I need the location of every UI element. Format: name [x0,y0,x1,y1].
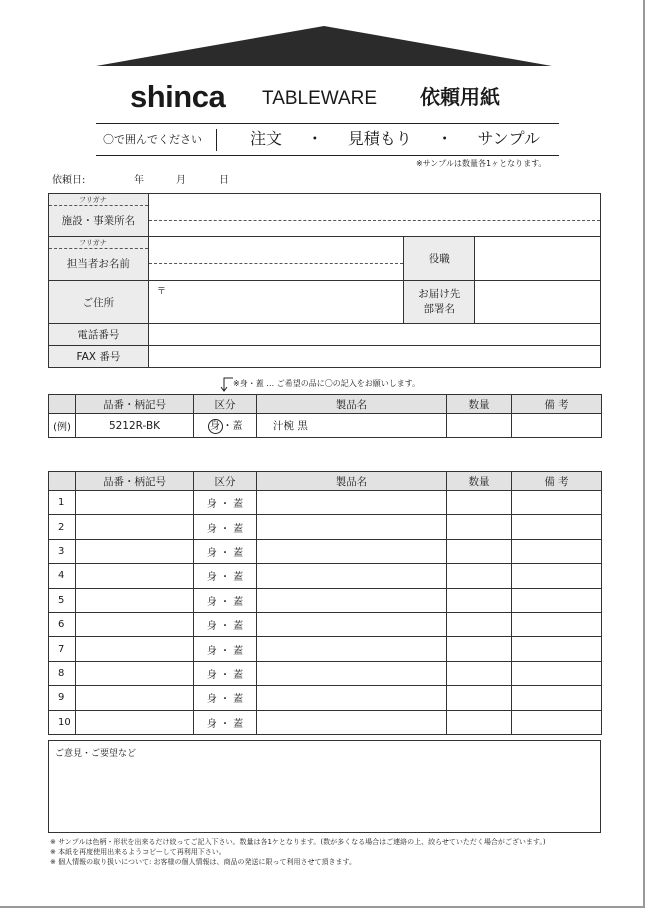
contact-label: 担当者お名前 [66,257,130,270]
order-table [48,471,602,735]
table-row [49,539,602,563]
row-number: 9 [49,686,76,710]
month-field[interactable]: 月 [176,175,186,186]
category-note-text: ※身・蓋 … ご希望の品に〇の記入をお願いします。 [233,379,421,388]
code-cell[interactable] [76,661,194,685]
remarks-cell[interactable] [512,564,602,588]
remarks-cell[interactable] [512,710,602,734]
table-row [49,515,602,539]
facility-field[interactable] [148,194,600,237]
code-cell[interactable] [76,588,194,612]
address-label: ご住所 [49,281,149,324]
remarks-cell[interactable] [512,612,602,636]
example-remarks [512,414,602,438]
table-row [49,564,602,588]
category-cell[interactable]: 身 ・ 蓋 [194,564,257,588]
row-number: 2 [49,515,76,539]
brand-subtitle: TABLEWARE [262,88,378,109]
qty-cell[interactable] [447,491,512,515]
category-cell[interactable]: 身 ・ 蓋 [194,515,257,539]
year-field[interactable]: 年 [134,175,144,186]
remarks-cell[interactable] [512,588,602,612]
product-cell[interactable] [257,612,447,636]
code-cell[interactable] [76,564,194,588]
qty-cell[interactable] [447,515,512,539]
category-cell[interactable]: 身 ・ 蓋 [194,612,257,636]
footnote: ※ 個人情報の取り扱いについて: お客様の個人情報は、商品の発送に限って利用させて頂きます。 [50,858,356,866]
example-lid: ・蓋 [222,421,243,433]
facility-label-cell [49,194,149,237]
category-cell[interactable]: 身 ・ 蓋 [194,491,257,515]
contact-name-field[interactable] [148,237,404,281]
table-row [49,491,602,515]
table-row [49,661,602,685]
row-number: 5 [49,588,76,612]
date-label: 依頼日: [52,175,86,186]
product-cell[interactable] [257,564,447,588]
category-cell[interactable]: 身 ・ 蓋 [194,588,257,612]
position-field[interactable] [475,237,601,281]
category-cell[interactable]: 身 ・ 蓋 [194,637,257,661]
form-title: 依頼用紙 [420,85,500,109]
header-remarks: 備 考 [512,395,602,414]
category-cell[interactable]: 身 ・ 蓋 [194,539,257,563]
header-code: 品番・柄記号 [76,395,194,414]
row-number: 4 [49,564,76,588]
code-cell[interactable] [76,710,194,734]
furigana-label: フリガナ [49,195,148,206]
qty-cell[interactable] [447,564,512,588]
row-number: 6 [49,612,76,636]
header-product: 製品名 [257,395,447,414]
postal-mark: 〒 [156,287,166,297]
code-cell[interactable] [76,612,194,636]
product-cell[interactable] [257,539,447,563]
contact-label-cell [49,237,149,281]
facility-label: 施設・事業所名 [61,214,136,227]
header-product: 製品名 [257,472,447,491]
table-row [49,612,602,636]
product-cell[interactable] [257,661,447,685]
comments-box[interactable] [48,740,601,833]
table-row [49,588,602,612]
example-category [194,414,257,438]
phone-field[interactable] [148,324,600,346]
fax-label: FAX 番号 [49,346,149,368]
example-code: 5212R-BK [76,414,194,438]
example-label: (例) [49,414,76,438]
customer-info-table [48,193,601,368]
qty-cell[interactable] [447,588,512,612]
code-cell[interactable] [76,491,194,515]
delivery-dept-field[interactable] [475,281,601,324]
sample-note: ※サンプルは数量各1ヶとなります。 [416,159,547,168]
fax-field[interactable] [148,346,600,368]
option-separator: ・ [306,129,323,148]
example-qty [447,414,512,438]
day-field[interactable]: 日 [219,175,229,186]
row-number: 10 [49,710,76,734]
header-blank [49,472,76,491]
furigana-label: フリガナ [49,238,148,249]
category-cell[interactable]: 身 ・ 蓋 [194,661,257,685]
row-number: 7 [49,637,76,661]
header-rule-top [96,123,559,124]
code-cell[interactable] [76,686,194,710]
header-rule-bottom [96,155,559,156]
footnote: ※ 本紙を再度使用出来るようコピーして再利用下さい。 [50,848,226,856]
header-category: 区分 [194,472,257,491]
product-cell[interactable] [257,686,447,710]
arrow-down-icon [220,377,234,392]
circle-instruction: 〇で囲んでください [103,133,202,146]
category-cell[interactable]: 身 ・ 蓋 [194,710,257,734]
qty-cell[interactable] [447,710,512,734]
circled-body: 身 [208,419,223,434]
example-product: 汁椀 黒 [257,414,447,438]
table-row [49,686,602,710]
code-cell[interactable] [76,637,194,661]
table-row [49,637,602,661]
header-divider [216,129,217,151]
option-sample[interactable]: サンプル [477,129,540,148]
code-cell[interactable] [76,539,194,563]
product-cell[interactable] [257,515,447,539]
product-cell[interactable] [257,491,447,515]
address-field[interactable] [148,281,404,324]
brand-logo: shinca [130,79,226,114]
qty-cell[interactable] [447,637,512,661]
option-separator: ・ [436,129,453,148]
header-code: 品番・柄記号 [76,472,194,491]
row-number: 1 [49,491,76,515]
header-qty: 数量 [447,395,512,414]
remarks-cell[interactable] [512,515,602,539]
qty-cell[interactable] [447,686,512,710]
remarks-cell[interactable] [512,686,602,710]
comments-label: ご意見・ご要望など [55,749,137,759]
position-label: 役職 [404,237,475,281]
row-number: 8 [49,661,76,685]
option-order[interactable]: 注文 [250,129,283,148]
product-cell[interactable] [257,588,447,612]
category-cell[interactable]: 身 ・ 蓋 [194,686,257,710]
table-row [49,710,602,734]
header-qty: 数量 [447,472,512,491]
header-remarks: 備 考 [512,472,602,491]
header-category: 区分 [194,395,257,414]
remarks-cell[interactable] [512,661,602,685]
delivery-dept-label: お届け先 部署名 [404,281,475,324]
option-estimate[interactable]: 見積もり [347,129,412,148]
remarks-cell[interactable] [512,539,602,563]
qty-cell[interactable] [447,661,512,685]
row-number: 3 [49,539,76,563]
remarks-cell[interactable] [512,637,602,661]
qty-cell[interactable] [447,612,512,636]
header-blank [49,395,76,414]
order-type-options [250,129,540,149]
remarks-cell[interactable] [512,491,602,515]
example-table [48,394,602,438]
phone-label: 電話番号 [49,324,149,346]
product-cell[interactable] [257,710,447,734]
code-cell[interactable] [76,515,194,539]
qty-cell[interactable] [447,539,512,563]
roof-graphic [96,26,552,66]
product-cell[interactable] [257,637,447,661]
footnote: ※ サンプルは色柄・形状を出来るだけ絞ってご記入下さい。数量は各1ケとなります。(数が多くなる場合はご連絡の上、絞らせていただく場合がございます。) [50,838,546,846]
